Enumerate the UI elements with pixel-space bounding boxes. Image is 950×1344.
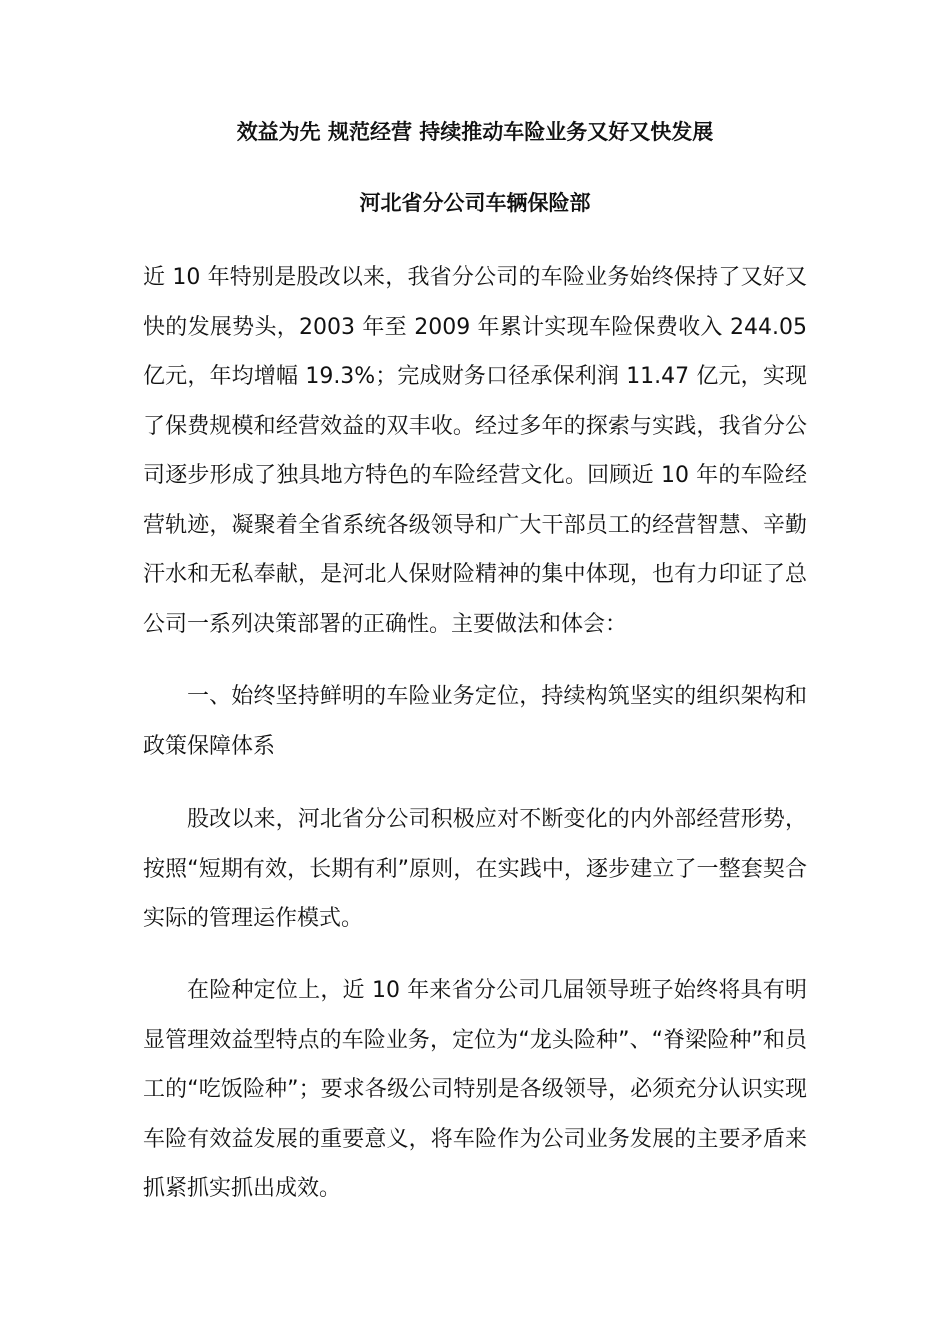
document-title: 效益为先 规范经营 持续推动车险业务又好又快发展 [236,120,714,144]
body-paragraph: 股改以来，河北省分公司积极应对不断变化的内外部经营形势，按照“短期有效，长期有利”原则，在实践中，逐步建立了一整套契合实际的管理运作模式。 [143,807,807,931]
document-author: 河北省分公司车辆保险部 [359,191,591,215]
body-paragraph: 近 10 年特别是股改以来，我省分公司的车险业务始终保持了又好又快的发展势头，2003 年至 2009 年累计实现车险保费收入 244.05 亿元，年均增幅 19.3%；完成财务口径承保利润 11.47 亿元，实现了保费规模和经营效益的双丰收。经过多年的探索与实践，我省分公司逐步形成了独具地方特色的车险经营文化。回顾近 10 年的车险经营轨迹，凝聚着全省系统各级领导和广大干部员工的经营智慧、辛勤汗水和无私奉献，是河北人保财险精神的集中体现，也有力印证了总公司一系列决策部署的正确性。主要做法和体会： [143,265,807,637]
body-paragraph: 在险种定位上，近 10 年来省分公司几届领导班子始终将具有明显管理效益型特点的车险业务，定位为“龙头险种”、“脊梁险种”和员工的“吃饭险种”；要求各级公司特别是各级领导，必须充分认识实现车险有效益发展的重要意义，将车险作为公司业务发展的主要矛盾来抓紧抓实抓出成效。 [143,978,807,1201]
section-heading: 一、始终坚持鲜明的车险业务定位，持续构筑坚实的组织架构和政策保障体系 [143,684,807,759]
